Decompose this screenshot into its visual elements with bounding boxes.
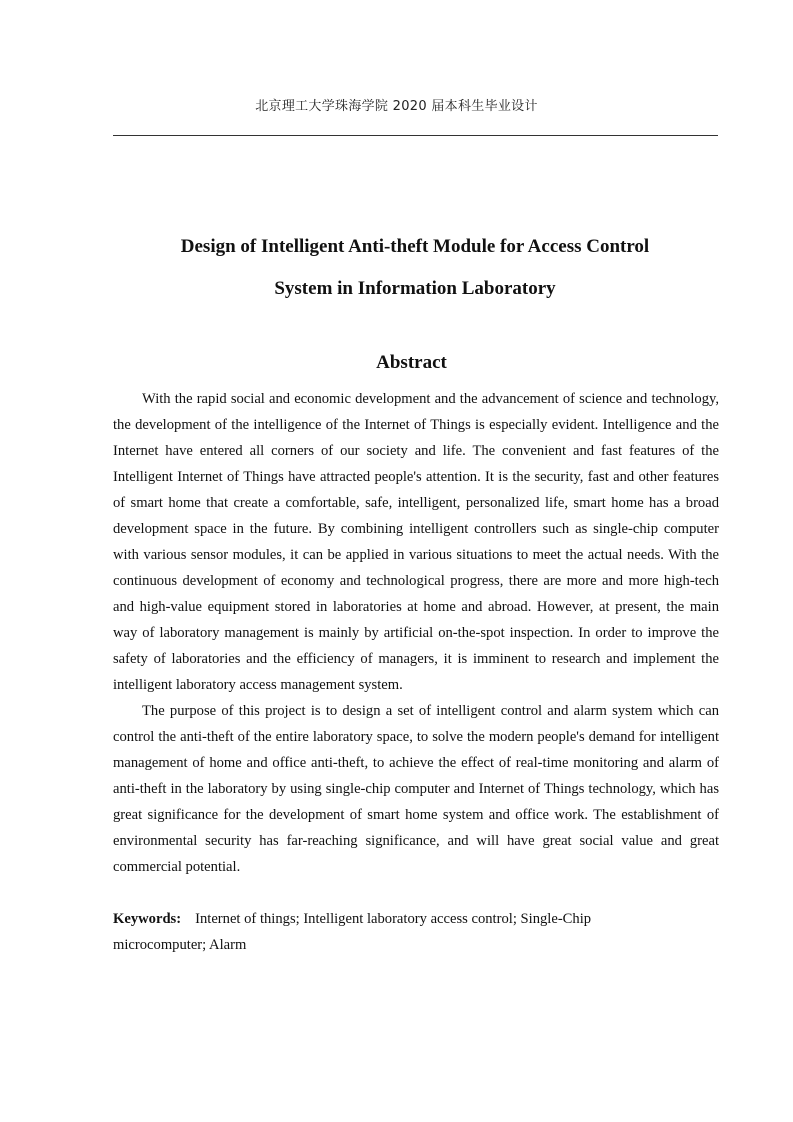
abstract-body [113,386,719,880]
abstract-heading: Abstract [376,352,447,373]
header-rule [113,135,718,136]
abstract-paragraph-2: The purpose of this project is to design a set of intelligent control and alarm system which can control the anti-theft of the entire laboratory space, to solve the modern people's demand for intelligent management of home and office anti-theft, to achieve the effect of real-time monitoring and alarm of anti-theft in the laboratory by using single-chip computer and Internet of Things technology, which has great significance for the development of smart home system and office work. The establishment of environmental security has far-reaching significance, and will have great social value and great commercial potential. [113,703,719,875]
keywords-text: Internet of things; Intelligent laboratory access control; Single-Chip microcomputer; Alarm [113,911,592,953]
title-line-1: Design of Intelligent Anti-theft Module for Access Control [180,236,650,257]
keywords-label: Keywords: [113,911,182,927]
keywords [113,906,643,958]
abstract-paragraph-1: With the rapid social and economic development and the advancement of science and technology, the development of the intelligence of the Internet of Things is especially evident. Intelligence and the Internet have entered all corners of our society and life. The convenient and fast features of the Intelligent Internet of Things have attracted people's attention. It is the security, fast and other features of smart home that create a comfortable, safe, intelligent, personalized life, smart home has a broad development space in the future. By combining intelligent controllers such as single-chip computer with various sensor modules, it can be applied in various situations to meet the actual needs. With the continuous development of economy and technological progress, there are more and more high-tech and high-value equipment stored in laboratories at home and abroad. However, at present, the main way of laboratory management is mainly by artificial on-the-spot inspection. In order to improve the safety of laboratories and the efficiency of managers, it is imminent to research and implement the intelligent laboratory access management system. [113,391,719,693]
paper-title [100,226,730,310]
running-header: 北京理工大学珠海学院 2020 届本科生毕业设计 [255,99,538,114]
title-line-2: System in Information Laboratory [274,278,556,299]
